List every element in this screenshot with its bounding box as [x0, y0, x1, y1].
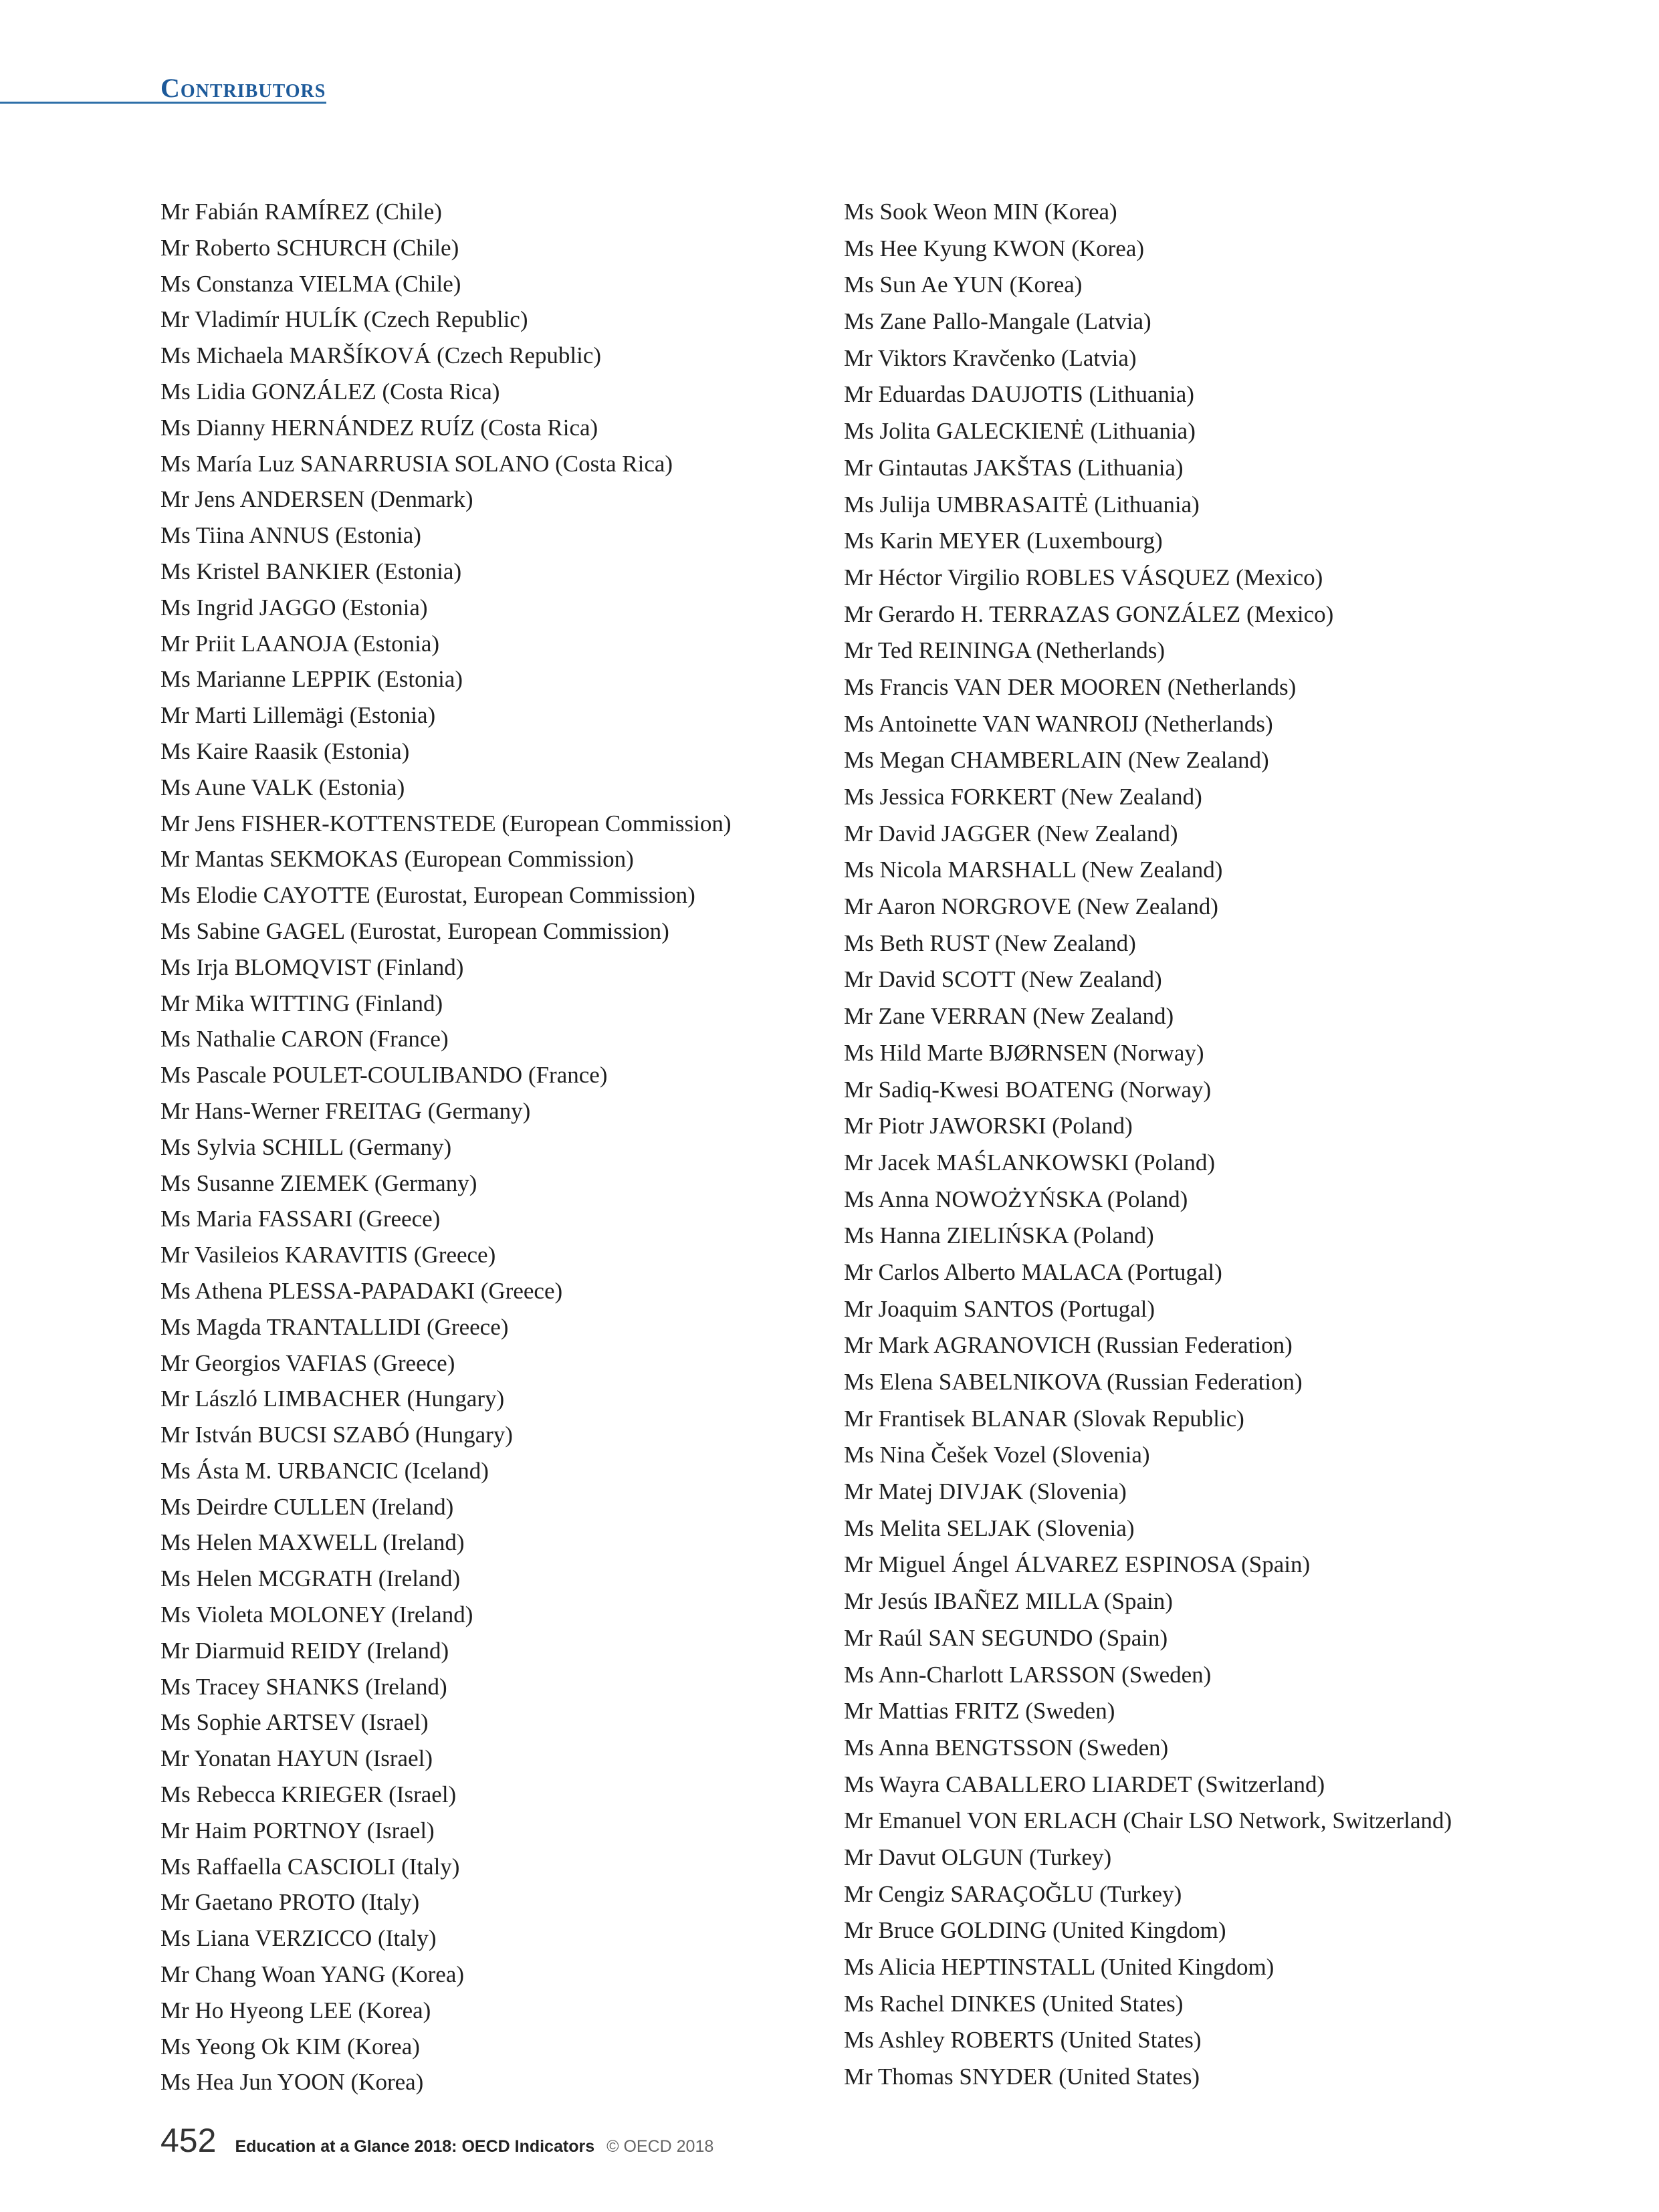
- contributor-entry: Mr Chang Woan YANG (Korea): [160, 1961, 465, 1988]
- contributor-entry: Ms Athena PLESSA-PAPADAKI (Greece): [160, 1277, 563, 1304]
- contributor-entry: Ms Constanza VIELMA (Chile): [160, 270, 461, 297]
- contributor-entry: Ms Ingrid JAGGO (Estonia): [160, 594, 428, 621]
- contributor-entry: Ms Hild Marte BJØRNSEN (Norway): [844, 1039, 1204, 1066]
- contributor-entry: Mr Vladimír HULÍK (Czech Republic): [160, 306, 528, 333]
- contributor-entry: Mr Mantas SEKMOKAS (European Commission): [160, 846, 634, 873]
- contributor-entry: Mr Georgios VAFIAS (Greece): [160, 1349, 455, 1376]
- contributor-entry: Mr Mark AGRANOVICH (Russian Federation): [844, 1332, 1293, 1359]
- contributor-entry: Ms Sun Ae YUN (Korea): [844, 271, 1083, 298]
- section-title: Contributors: [160, 73, 326, 103]
- contributor-entry: Mr Sadiq-Kwesi BOATENG (Norway): [844, 1076, 1212, 1103]
- contributor-entry: Ms Violeta MOLONEY (Ireland): [160, 1601, 473, 1628]
- contributor-entry: Ms Rachel DINKES (United States): [844, 1990, 1184, 2017]
- contributor-entry: Ms Raffaella CASCIOLI (Italy): [160, 1853, 460, 1880]
- contributor-entry: Ms Elodie CAYOTTE (Eurostat, European Commission): [160, 882, 695, 909]
- contributor-entry: Mr Raúl SAN SEGUNDO (Spain): [844, 1624, 1168, 1651]
- contributor-entry: Ms Lidia GONZÁLEZ (Costa Rica): [160, 378, 500, 405]
- contributor-entry: Ms Zane Pallo-Mangale (Latvia): [844, 308, 1151, 335]
- contributor-entry: Ms Jolita GALECKIENĖ (Lithuania): [844, 418, 1196, 445]
- contributor-entry: Ms Susanne ZIEMEK (Germany): [160, 1170, 477, 1196]
- contributor-entry: Ms Deirdre CULLEN (Ireland): [160, 1493, 454, 1520]
- contributor-entry: Mr Priit LAANOJA (Estonia): [160, 630, 440, 657]
- contributor-entry: Mr Cengiz SARAÇOĞLU (Turkey): [844, 1880, 1182, 1907]
- contributors-right-column: [844, 194, 1646, 2096]
- contributor-entry: Mr László LIMBACHER (Hungary): [160, 1386, 505, 1412]
- contributor-entry: Mr Diarmuid REIDY (Ireland): [160, 1637, 449, 1664]
- contributor-entry: Ms Sabine GAGEL (Eurostat, European Commission): [160, 917, 669, 944]
- contributor-entry: Ms Tiina ANNUS (Estonia): [160, 522, 421, 549]
- contributor-entry: Ms Tracey SHANKS (Ireland): [160, 1673, 447, 1700]
- contributor-entry: Mr Mattias FRITZ (Sweden): [844, 1698, 1115, 1725]
- contributor-entry: Ms Ashley ROBERTS (United States): [844, 2027, 1202, 2054]
- contributor-entry: Mr David JAGGER (New Zealand): [844, 820, 1178, 847]
- contributor-entry: Mr Gaetano PROTO (Italy): [160, 1889, 420, 1916]
- contributor-entry: Ms Irja BLOMQVIST (Finland): [160, 954, 464, 980]
- contributor-entry: Ms Marianne LEPPIK (Estonia): [160, 666, 463, 693]
- contributor-entry: Ms Anna NOWOŻYŃSKA (Poland): [844, 1186, 1188, 1212]
- contributor-entry: Ms Alicia HEPTINSTALL (United Kingdom): [844, 1954, 1275, 1980]
- contributor-entry: Ms Liana VERZICCO (Italy): [160, 1925, 437, 1952]
- contributor-entry: Mr Piotr JAWORSKI (Poland): [844, 1113, 1133, 1139]
- contributor-entry: Mr Fabián RAMÍREZ (Chile): [160, 199, 442, 225]
- contributor-entry: Ms Rebecca KRIEGER (Israel): [160, 1781, 457, 1808]
- page-footer: [160, 2121, 713, 2161]
- contributor-entry: Ms Helen MAXWELL (Ireland): [160, 1529, 465, 1556]
- contributor-entry: Ms Ann-Charlott LARSSON (Sweden): [844, 1661, 1212, 1688]
- contributor-entry: Mr Aaron NORGROVE (New Zealand): [844, 893, 1218, 920]
- contributor-entry: Ms Karin MEYER (Luxembourg): [844, 528, 1163, 554]
- contributor-entry: Ms Kristel BANKIER (Estonia): [160, 558, 462, 584]
- page-number: 452: [160, 2122, 217, 2159]
- contributor-entry: Ms Nina Češek Vozel (Slovenia): [844, 1442, 1150, 1468]
- contributor-entry: Mr Jens FISHER-KOTTENSTEDE (European Commission): [160, 810, 732, 837]
- contributor-entry: Ms Elena SABELNIKOVA (Russian Federation): [844, 1369, 1303, 1395]
- contributor-entry: Ms Francis VAN DER MOOREN (Netherlands): [844, 673, 1297, 700]
- contributor-entry: Ms Magda TRANTALLIDI (Greece): [160, 1313, 509, 1340]
- contributor-entry: Mr Bruce GOLDING (United Kingdom): [844, 1917, 1226, 1944]
- contributor-entry: Mr Thomas SNYDER (United States): [844, 2064, 1200, 2090]
- contributor-entry: Ms Megan CHAMBERLAIN (New Zealand): [844, 747, 1269, 774]
- contributor-entry: Ms Melita SELJAK (Slovenia): [844, 1515, 1135, 1541]
- contributor-entry: Mr Ted REININGA (Netherlands): [844, 637, 1165, 664]
- contributor-entry: Mr Gerardo H. TERRAZAS GONZÁLEZ (Mexico): [844, 600, 1334, 627]
- contributor-entry: Ms Michaela MARŠÍKOVÁ (Czech Republic): [160, 342, 602, 369]
- contributor-entry: Ms Ásta M. URBANCIC (Iceland): [160, 1457, 489, 1484]
- contributor-entry: Mr Joaquim SANTOS (Portugal): [844, 1295, 1155, 1322]
- contributors-left-column: [160, 194, 829, 2100]
- contributor-entry: Ms Sylvia SCHILL (Germany): [160, 1133, 452, 1160]
- contributor-entry: Mr Yonatan HAYUN (Israel): [160, 1745, 433, 1772]
- contributor-entry: Ms Anna BENGTSSON (Sweden): [844, 1734, 1169, 1761]
- contributor-entry: Mr Mika WITTING (Finland): [160, 990, 443, 1016]
- contributor-entry: Ms Maria FASSARI (Greece): [160, 1206, 441, 1232]
- contributor-entry: Mr Héctor Virgilio ROBLES VÁSQUEZ (Mexico): [844, 564, 1323, 590]
- contributor-entry: Ms Wayra CABALLERO LIARDET (Switzerland): [844, 1771, 1325, 1797]
- contributor-entry: Mr Miguel Ángel ÁLVAREZ ESPINOSA (Spain): [844, 1551, 1311, 1578]
- contributor-entry: Ms Dianny HERNÁNDEZ RUÍZ (Costa Rica): [160, 414, 598, 441]
- contributor-entry: Ms Hanna ZIELIŃSKA (Poland): [844, 1222, 1154, 1249]
- contributor-entry: Mr Gintautas JAKŠTAS (Lithuania): [844, 454, 1184, 481]
- contributor-entry: Ms Kaire Raasik (Estonia): [160, 738, 410, 764]
- contributor-entry: Mr Marti Lillemägi (Estonia): [160, 702, 436, 729]
- contributor-entry: Ms Beth RUST (New Zealand): [844, 929, 1136, 956]
- contributor-entry: Mr Jesús IBAÑEZ MILLA (Spain): [844, 1588, 1173, 1615]
- contributor-entry: Ms Yeong Ok KIM (Korea): [160, 2033, 420, 2060]
- contributor-entry: Ms Hee Kyung KWON (Korea): [844, 235, 1145, 261]
- publication-title: Education at a Glance 2018: OECD Indicators: [235, 2137, 595, 2156]
- contributor-entry: Mr Haim PORTNOY (Israel): [160, 1817, 435, 1844]
- contributor-entry: Ms Nicola MARSHALL (New Zealand): [844, 857, 1223, 883]
- contributor-entry: Mr Jacek MAŚLANKOWSKI (Poland): [844, 1149, 1216, 1176]
- contributor-entry: Ms Sook Weon MIN (Korea): [844, 199, 1117, 225]
- contributor-entry: Ms Antoinette VAN WANROIJ (Netherlands): [844, 710, 1273, 737]
- contributor-entry: Mr Davut OLGUN (Turkey): [844, 1844, 1112, 1870]
- contributor-entry: Ms Helen MCGRATH (Ireland): [160, 1565, 461, 1592]
- contributor-entry: Mr Emanuel VON ERLACH (Chair LSO Network, Switzerland): [844, 1807, 1452, 1834]
- contributor-entry: Ms Jessica FORKERT (New Zealand): [844, 784, 1202, 810]
- contributor-entry: Mr David SCOTT (New Zealand): [844, 966, 1162, 993]
- contributor-entry: Ms Sophie ARTSEV (Israel): [160, 1709, 429, 1736]
- contributor-entry: Ms Hea Jun YOON (Korea): [160, 2069, 424, 2096]
- contributor-entry: Mr Eduardas DAUJOTIS (Lithuania): [844, 381, 1194, 408]
- contributor-entry: Ms María Luz SANARRUSIA SOLANO (Costa Rica): [160, 450, 673, 477]
- contributor-entry: Ms Nathalie CARON (France): [160, 1026, 449, 1053]
- contributor-entry: Mr Matej DIVJAK (Slovenia): [844, 1478, 1127, 1505]
- copyright-notice: © OECD 2018: [606, 2137, 714, 2156]
- contributor-entry: Ms Julija UMBRASAITĖ (Lithuania): [844, 491, 1200, 518]
- contributor-entry: Mr Zane VERRAN (New Zealand): [844, 1003, 1174, 1030]
- contributor-entry: Mr Jens ANDERSEN (Denmark): [160, 486, 473, 513]
- contributor-entry: Mr Roberto SCHURCH (Chile): [160, 234, 459, 261]
- contributor-entry: Mr István BUCSI SZABÓ (Hungary): [160, 1422, 513, 1448]
- contributor-entry: Ms Aune VALK (Estonia): [160, 774, 405, 800]
- contributor-entry: Mr Vasileios KARAVITIS (Greece): [160, 1242, 496, 1268]
- contributor-entry: Mr Frantisek BLANAR (Slovak Republic): [844, 1405, 1244, 1432]
- contributor-entry: Mr Viktors Kravčenko (Latvia): [844, 344, 1137, 371]
- contributor-entry: Ms Pascale POULET-COULIBANDO (France): [160, 1062, 608, 1089]
- contributor-entry: Mr Hans-Werner FREITAG (Germany): [160, 1097, 531, 1124]
- contributor-entry: Mr Carlos Alberto MALACA (Portugal): [844, 1258, 1222, 1285]
- contributor-entry: Mr Ho Hyeong LEE (Korea): [160, 1997, 431, 2023]
